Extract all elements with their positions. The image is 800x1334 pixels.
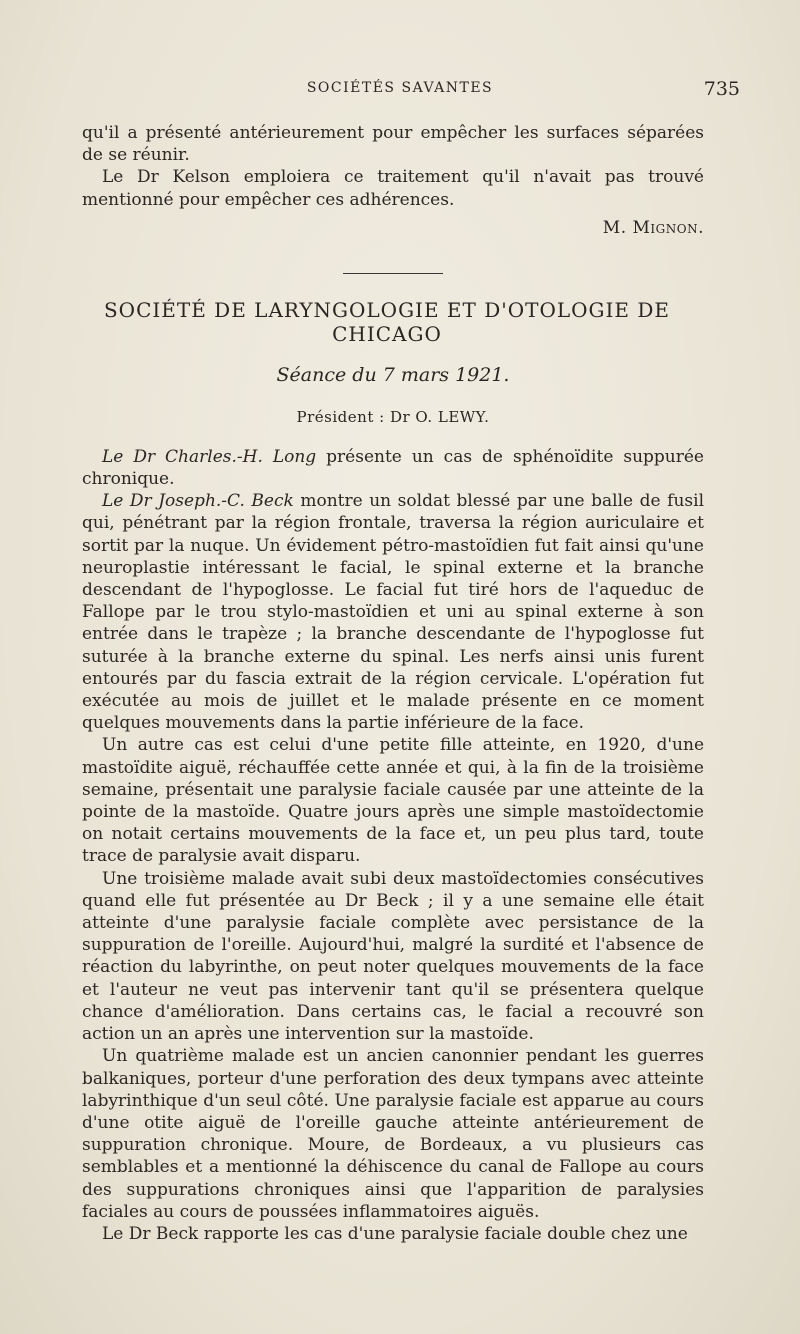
running-head <box>60 80 740 110</box>
paragraph-continued: qu'il a présenté antérieurement pour empêcher les surfaces séparées de se réunir. <box>82 123 704 166</box>
paragraph-text: présente un cas de sphénoïdite suppurée chronique. <box>82 446 704 490</box>
speaker-name: Le Dr Charles.-H. Long <box>102 446 317 467</box>
paragraph-case-two: Un autre cas est celui d'une petite fille atteinte, en 1920, d'une mastoïdite aiguë, réchauffée cette année et qui, à la fin de la troisième semaine, présentait une paralysie faciale causée par une atteinte de la pointe de la mastoïde. Quatre jours après une simple mastoïdectomie on notait certains mouvements de la face et, un peu plus tard, toute trace de paralysie avait disparu. <box>82 735 704 867</box>
paragraph-kelson: Le Dr Kelson emploiera ce traitement qu'il n'avait pas trouvé mentionné pour empêcher ces adhérences. <box>82 167 704 210</box>
signature: M. Mignon. <box>602 217 704 238</box>
running-title: SOCIÉTÉS SAVANTES <box>306 80 494 96</box>
speaker-name: Le Dr Joseph.-C. Beck <box>102 491 294 512</box>
paragraph-long <box>82 446 704 490</box>
paragraph-text: montre un soldat blessé par une balle de fusil qui, pénétrant par la région frontale, traversa la région auriculaire et sortit par la nuque. Un évidement pétro-mastoïdien fut fait ainsi qu'une neuroplastie intéressant le facial, le spinal externe et la branche descendant de l'hypoglosse. Le facial fut tiré hors de l'aqueduc de Fallope par le trou stylo-mastoïdien et uni au spinal externe à son entrée dans le trapèze ; la branche descendante de l'hypoglosse fut suturée à la branche externe du spinal. Les nerfs ainsi unis furent entourés par du fascia extrait de la région cervicale. L'opération fut exécutée au mois de juillet et le malade présente en ce moment quelques mouvements dans la partie inférieure de la face. <box>82 491 704 734</box>
session-date: Séance du 7 mars 1921. <box>276 363 510 386</box>
paragraph-case-three: Une troisième malade avait subi deux mastoïdectomies consécutives quand elle fut présentée au Dr Beck ; il y a une semaine elle était atteinte d'une paralysie faciale complète avec persistance de la suppuration de l'oreille. Aujourd'hui, malgré la surdité et l'absence de réaction du labyrinthe, on peut noter quelques mouvements de la face et l'auteur ne veut pas intervenir tant qu'il se présentera quelque chance d'amélioration. Dans certains cas, le facial a recouvré son action un an après une intervention sur la mastoïde. <box>82 868 704 1045</box>
paragraph-case-four: Un quatrième malade est un ancien canonnier pendant les guerres balkaniques, porteur d'une perforation des deux tympans avec atteinte labyrinthique d'un seul côté. Une paralysie faciale est apparue au cours d'une otite aiguë de l'oreille gauche atteinte antérieurement de suppuration chronique. Moure, de Bordeaux, a vu plusieurs cas semblables et a mentionné la déhiscence du canal de Fallope au cours des suppurations chroniques ainsi que l'apparition de paralysies faciales au cours de poussées inflammatoires aiguës. <box>82 1046 704 1222</box>
body-text <box>82 122 704 1245</box>
society-title: SOCIÉTÉ DE LARYNGOLOGIE ET D'OTOLOGIE DE CHICAGO <box>103 297 671 346</box>
paragraph-last: Le Dr Beck rapporte les cas d'une paralysie faciale double chez une <box>102 1223 688 1244</box>
section-divider <box>343 273 443 274</box>
president-line: Président : Dr O. LEWY. <box>296 407 490 426</box>
page-number: 735 <box>703 78 740 100</box>
section-body <box>82 446 704 1245</box>
paragraph-beck <box>82 490 704 734</box>
